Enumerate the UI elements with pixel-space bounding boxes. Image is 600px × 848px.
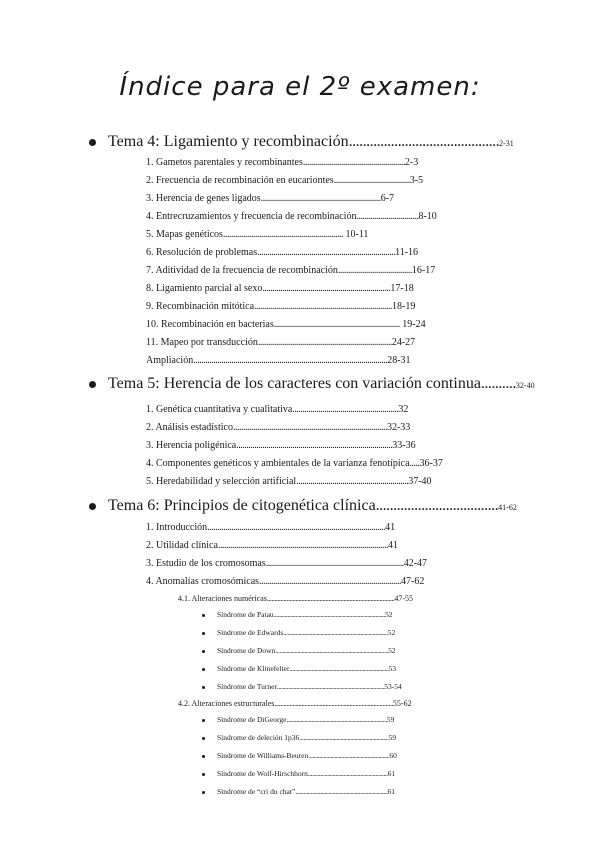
entry-text: 4. Entrecruzamientos y frecuencia de recombinación	[146, 211, 357, 222]
subsection-text: 4.1. Alteraciones numéricas	[178, 594, 267, 603]
entry-text: 4. Anomalías cromosómicas	[146, 576, 260, 587]
entry-text: 5. Heredabilidad y selección artificial	[146, 476, 297, 487]
item-pages: 52	[385, 610, 393, 619]
entry-text: 3. Herencia de genes ligados	[146, 193, 261, 204]
toc-entry	[146, 458, 443, 469]
entry-pages: 3-5	[409, 175, 424, 186]
leader-dots: ............................................................	[260, 193, 381, 204]
toc-entry	[146, 301, 415, 312]
leader-dots: ................................................................	[262, 283, 391, 294]
toc-entry	[146, 337, 415, 348]
entry-text: 7. Aditividad de la frecuencia de recombinación	[146, 265, 338, 276]
item-pages: 52	[387, 628, 396, 637]
item-text: Síndrome de Klinefelter	[217, 664, 290, 673]
item-pages: 61	[387, 769, 396, 778]
bullet-icon	[202, 668, 205, 671]
leader-dots: .....................................................................	[254, 301, 393, 312]
entry-text: 4. Componentes genéticos y ambientales de la varianza fenotípica	[146, 458, 410, 469]
toc-entry	[146, 476, 432, 487]
leader-dots: .................................................................................	[273, 610, 386, 619]
toc-item	[217, 769, 395, 778]
leader-dots: ...................................	[375, 497, 499, 514]
toc-entry	[146, 558, 427, 569]
toc-item	[217, 787, 395, 796]
leader-dots: .............................................................................	[232, 422, 387, 433]
entry-pages: 19-24	[399, 319, 426, 330]
toc-entry	[146, 522, 395, 533]
toc-item	[217, 751, 397, 760]
leader-dots: ..............................................................................	[277, 682, 385, 691]
item-text: Síndrome de Down	[217, 646, 276, 655]
item-text: Síndrome de Turner	[217, 682, 277, 691]
item-pages: 60	[389, 751, 397, 760]
leader-dots: .....................................................	[292, 404, 399, 415]
item-pages: 52	[388, 646, 396, 655]
entry-text: 1. Genética cuantitativa y cualitativa	[146, 404, 293, 415]
item-pages: 61	[387, 787, 395, 796]
toc-entry	[146, 440, 416, 451]
bullet-icon	[89, 381, 96, 388]
bullet-icon	[202, 737, 205, 740]
leader-dots: ........................................................	[296, 476, 409, 487]
leader-dots: ............................................................................	[283, 628, 388, 637]
entry-text: 3. Herencia poligénica	[146, 440, 237, 451]
toc-entry	[146, 157, 418, 168]
leader-dots: ...............................................................	[273, 319, 400, 330]
entry-text: 1. Introducción	[146, 522, 208, 533]
leader-dots: .................................................................	[299, 733, 389, 742]
entry-pages: 18-19	[392, 301, 416, 312]
toc-entry	[146, 355, 411, 366]
leader-dots: ...............................................................................	[274, 699, 393, 708]
toc-subsection	[178, 594, 413, 603]
leader-dots: ..........	[480, 375, 516, 392]
entry-pages: 41	[385, 522, 396, 533]
toc-item	[217, 715, 394, 724]
leader-dots: ...........................................................	[308, 751, 390, 760]
tema-heading	[108, 375, 535, 393]
entry-text: 9. Recombinación mitótica	[146, 301, 255, 312]
leader-dots: .....................................................................	[257, 247, 396, 258]
toc-entry	[146, 422, 410, 433]
toc-entry	[146, 540, 398, 551]
entry-pages: 2-3	[404, 157, 419, 168]
page-title: Índice para el 2º examen:	[119, 72, 481, 102]
entry-text: 1. Gametos parentales y recombinantes	[146, 157, 303, 168]
tema-pages: 2-31	[499, 139, 514, 148]
entry-pages: 33-36	[392, 440, 416, 451]
entry-text: 6. Resolución de problemas	[146, 247, 258, 258]
toc-item	[217, 733, 396, 742]
item-pages: 59	[386, 715, 395, 724]
item-pages: 53-54	[384, 682, 402, 691]
toc-entry	[146, 265, 435, 276]
leader-dots: ..............................................................................	[236, 440, 393, 451]
entry-text: 11. Mapeo por transducción	[146, 337, 258, 348]
entry-text: 2. Frecuencia de recombinación en eucariontes	[146, 175, 334, 186]
subsection-pages: 47-55	[394, 594, 414, 603]
toc-entry	[146, 175, 423, 186]
entry-text: 2. Análisis estadístico	[146, 422, 233, 433]
subsection-pages: 55-62	[392, 699, 412, 708]
bullet-icon	[202, 755, 205, 758]
toc-item	[217, 610, 393, 619]
item-pages: 59	[388, 733, 397, 742]
toc-entry	[146, 211, 437, 222]
bullet-icon	[202, 650, 205, 653]
tema-heading	[108, 497, 517, 515]
item-text: Síndrome de Patau	[217, 610, 274, 619]
item-text: Síndrome de “cri du chat”	[217, 787, 296, 796]
entry-pages: 32-33	[386, 422, 411, 433]
bullet-icon	[89, 139, 96, 146]
leader-dots: .....................................................................................	[266, 594, 395, 603]
entry-pages: 42-47	[403, 558, 428, 569]
bullet-icon	[202, 791, 205, 794]
leader-dots: ........................................................................	[289, 664, 389, 673]
subsection-text: 4.2. Alteraciones estructurales	[178, 699, 275, 708]
leader-dots: ............................................................	[222, 229, 343, 240]
item-pages: 53	[388, 664, 396, 673]
entry-pages: 8-10	[418, 211, 437, 222]
toc-entry	[146, 247, 418, 258]
toc-entry	[146, 283, 414, 294]
item-text: Síndrome de deleción 1p36	[217, 733, 300, 742]
entry-pages: 37-40	[408, 476, 432, 487]
bullet-icon	[202, 686, 205, 689]
entry-text: 3. Estudio de los cromosomas	[146, 558, 266, 569]
leader-dots: ......................................	[333, 175, 410, 186]
entry-pages: 6-7	[380, 193, 395, 204]
leader-dots: .....................................	[337, 265, 412, 276]
entry-pages: 10-11	[342, 229, 369, 240]
entry-text: 8. Ligamiento parcial al sexo	[146, 283, 263, 294]
entry-text: Ampliación	[146, 355, 194, 366]
leader-dots: .....................................................................................	[217, 540, 388, 551]
leader-dots: .........................................................................	[286, 715, 387, 724]
leader-dots: .....................................................................	[265, 558, 404, 569]
toc-item	[217, 682, 402, 691]
entry-pages: 36-37	[419, 458, 443, 469]
leader-dots: ...........................................	[348, 133, 500, 150]
tema-heading	[108, 133, 514, 151]
entry-text: 2. Utilidad clínica	[146, 540, 218, 551]
toc-item	[217, 628, 395, 637]
entry-pages: 41	[387, 540, 398, 551]
toc-entry	[146, 193, 394, 204]
entry-pages: 24-27	[391, 337, 416, 348]
entry-text: 10. Recombinación en bacterias	[146, 319, 274, 330]
tema-pages: 41-62	[498, 503, 517, 512]
leader-dots: .......................................................................	[259, 576, 402, 587]
bullet-icon	[202, 773, 205, 776]
entry-pages: 11-16	[395, 247, 419, 258]
toc-entry	[146, 404, 408, 415]
entry-pages: 28-31	[387, 355, 411, 366]
bullet-icon	[202, 632, 205, 635]
leader-dots: ..................................................................................	[275, 646, 389, 655]
toc-entry	[146, 229, 368, 240]
leader-dots: ...............................	[356, 211, 419, 222]
leader-dots: .................................................................................................	[193, 355, 388, 366]
tema-label: Tema 6: Principios de citogenética clínica	[108, 497, 376, 514]
item-text: Síndrome de Wolf-Hirschhorn	[217, 769, 308, 778]
leader-dots: ...................................................................	[295, 787, 388, 796]
toc-entry	[146, 576, 424, 587]
bullet-icon	[89, 503, 96, 510]
entry-pages: 32	[398, 404, 409, 415]
leader-dots: .........................................................................................	[207, 522, 386, 533]
entry-pages: 16-17	[411, 265, 436, 276]
toc-item	[217, 664, 396, 673]
toc-subsection	[178, 699, 412, 708]
bullet-icon	[202, 614, 205, 617]
leader-dots: ...................................................................	[257, 337, 392, 348]
entry-pages: 17-18	[390, 283, 414, 294]
item-text: Síndrome de Williams-Beuren	[217, 751, 309, 760]
entry-text: 5. Mapas genéticos	[146, 229, 223, 240]
tema-label: Tema 5: Herencia de los caracteres con variación continua	[108, 375, 481, 392]
bullet-icon	[202, 719, 205, 722]
tema-pages: 32-40	[515, 381, 535, 390]
entry-pages: 47-62	[401, 576, 425, 587]
tema-label: Tema 4: Ligamiento y recombinación	[108, 133, 349, 150]
leader-dots: .....	[409, 458, 420, 469]
item-text: Síndrome de DiGeorge	[217, 715, 287, 724]
leader-dots: ...................................................	[302, 157, 405, 168]
toc-item	[217, 646, 396, 655]
item-text: Síndrome de Edwards	[217, 628, 284, 637]
leader-dots: ..........................................................	[307, 769, 388, 778]
toc-entry	[146, 319, 426, 330]
